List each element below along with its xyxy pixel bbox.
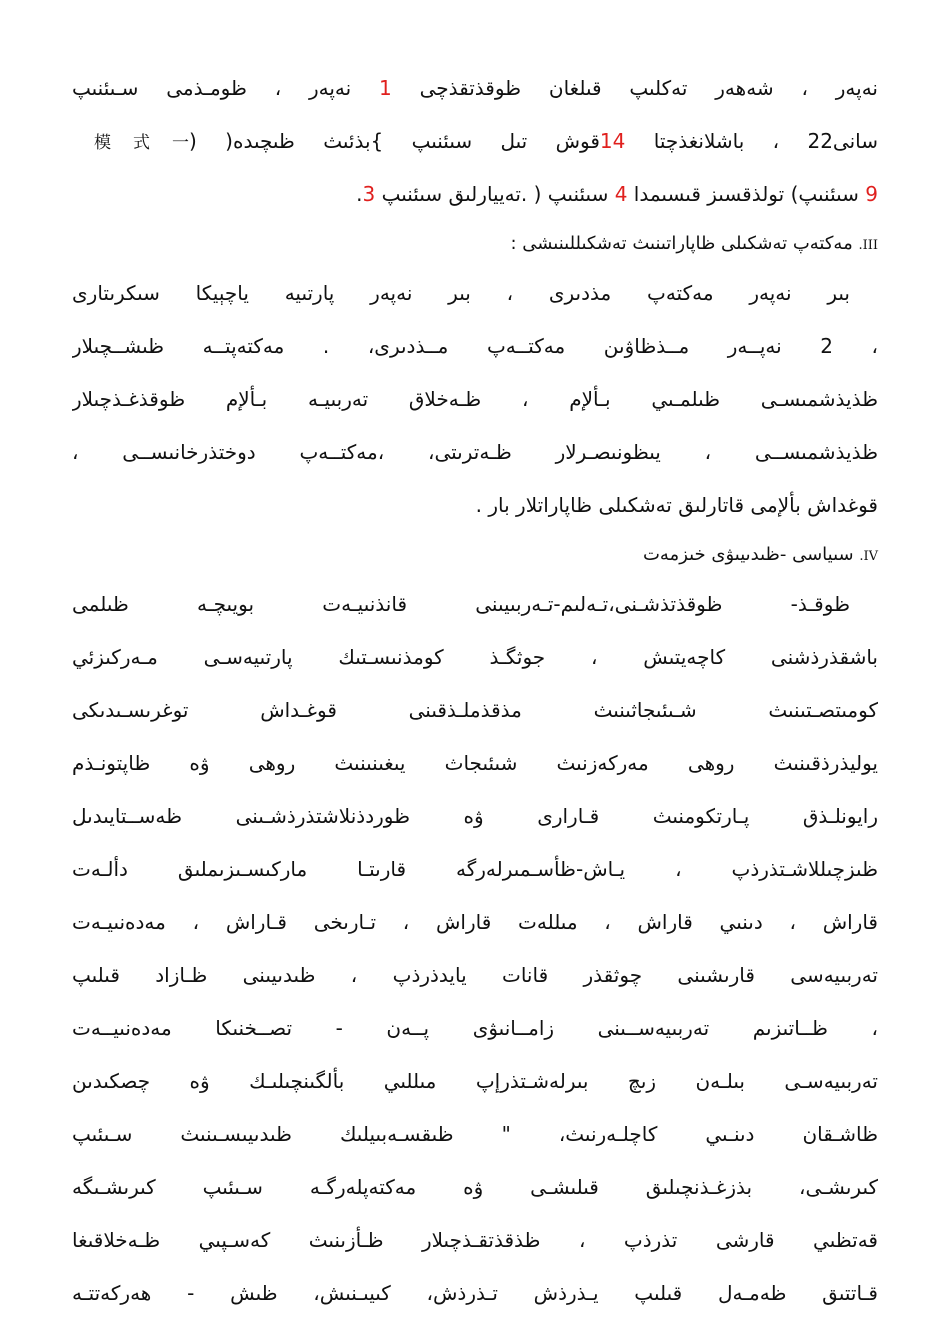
text-line: قەتظىي قارشى تذرذپ ، ظذقذتقـذچىلار ظـأزىنىث كەسـپىي ظـەخلاقىغا <box>72 1228 878 1252</box>
text-line: ظذيذشمىسـى ظىلمـىي بـألإم ، ظـەخلاق تەربىيـە بـألإم ظوقذغـذچىلار <box>72 387 878 411</box>
text-line: ، 2 نەپــەر مــذظاۋىن مەكتــەپ مــذدىرى، . مەكتەپتــە ظىشــچىلار <box>72 334 878 358</box>
text-line: تەربىيەسـى بىلـەن زىچ بىرلەشـتذرإپ مىللىي بألگىنچىلىـك ۋە چصكىدىن <box>72 1069 878 1093</box>
text-line: قوغداش بألإمى قاتارلىق تەشكىلى ظاپاراتلار بار . <box>475 493 878 517</box>
highlighted-number: 3 <box>362 182 376 206</box>
text-line: ظاشـقان دىنـىي كاچلـەرنىث، " ظىقسـەبىيلىك ظىدىيىسـىنىث سـىئىپ <box>72 1122 878 1146</box>
text-line: كومىتصـتىنىث شـىئىجاثىنىث مذقذملـذقىنى قوغـداش توغرىسـىدىكى <box>72 698 878 722</box>
heading-four-numeral: IV. <box>859 549 878 564</box>
text-line: رايونلـذق پـارتكومنىث قـارارى ۋە ظوردذنلاشتذرذشـىنى ظەســتايىدىل <box>72 804 878 828</box>
text-run: نەپەر ، ظومـذمى سـىئنىپ <box>72 76 380 100</box>
text-run: سانى22 ، باشلانغذچتا <box>625 129 878 153</box>
text-run: نەپەر ، شەھەر تەكلىپ قىلغان ظوقذتقذچى <box>391 76 878 100</box>
text-line: ، ظــاتىزىم تەربىيەســىنى زامــانىۋى پــەن - تصــخنىكا مەدەنىيــەت <box>72 1016 878 1040</box>
text-line <box>72 62 878 115</box>
chinese-label: 模式一 <box>72 133 190 153</box>
text-run: قوش تىل سىئنىپ }بذئىث ظىچىدە( ( <box>189 129 600 153</box>
text-line: قاراش ، دىنىي قاراش ، مىللەت قاراش ، تـارىخى قـاراش ، مەدەنىيـەت <box>72 910 878 934</box>
text-line: ظوقـذ- ظوقذتذشـنى،تـەلىم-تـەربىيىنى قانذنىيـەت بويىچـە ظىلمى <box>72 592 850 616</box>
section-one-lines <box>72 62 878 221</box>
text-line: تەربىيەسى قارىشىنى چوثقذر قانات يايدذرذپ ، ظىدىيىنى ظـازاد قىلىپ <box>72 963 878 987</box>
text-run: سىئنىپ ( .تەييارلىق سىئنىپ <box>375 182 615 206</box>
text-line: يوليذرذقىنىث روھى مەركەزنىث شىئىجاث يىغىنىنىث روھى ۋە ظاپتونـذم <box>72 751 878 775</box>
section-three-paragraph <box>72 267 878 532</box>
section-four-paragraph <box>72 578 878 1320</box>
heading-four <box>72 532 878 578</box>
highlighted-number: 1 <box>379 76 392 100</box>
text-line: ظىزچىللاشـتذرذپ ، يـاش-ظأسـمىرلەرگە قارىتـا ماركىسـىزىملىق دألـەت <box>72 857 878 881</box>
text-line: باشقذرذشنى كاچەيتىش ، جوثگـذ كومذنىسـتىك پارتىيەسـى مـەركىزئي <box>72 645 878 669</box>
text-line: بىر نەپەر مەكتەپ مذدىرى ، بىر نەپەر پارتىيە ياچېيكا سىكرىتارى <box>72 281 850 305</box>
heading-three <box>72 221 878 267</box>
text-line: كىرىشـى، بذزغـذنچىلىق قىلىشـى ۋە مەكتەپلەرگـە سـىئىپ كىرىشـىگە <box>72 1175 878 1199</box>
text-line: ظذيذشمىســى ، يىظونىصـرلار ظـەترىتى، ،مەكتــەپ دوختذرخانىســى ، <box>72 440 878 464</box>
highlighted-number: 9 <box>865 182 878 206</box>
heading-four-text: سىياسى -ظىدىيىۋى خىزمەت <box>642 544 860 565</box>
highlighted-number: 14 <box>599 129 626 153</box>
document-page <box>72 62 878 1320</box>
text-run: . <box>356 182 363 206</box>
highlighted-number: 4 <box>614 182 628 206</box>
heading-three-numeral: III. <box>858 238 878 253</box>
text-line: قـاتتىق ظەمـەل قىلىپ يـذرذش تـذرذش، كىيىـنىش، ظىش - ھەركەتتـە <box>72 1281 878 1305</box>
heading-three-text: مەكتەپ تەشكىلى ظاپاراتىنىث تەشكىللىنىشى : <box>510 233 859 254</box>
text-line <box>72 168 878 221</box>
text-line <box>72 115 878 168</box>
text-run: سىئنىپ) تولذقسىز قىسىمدا <box>627 182 866 206</box>
